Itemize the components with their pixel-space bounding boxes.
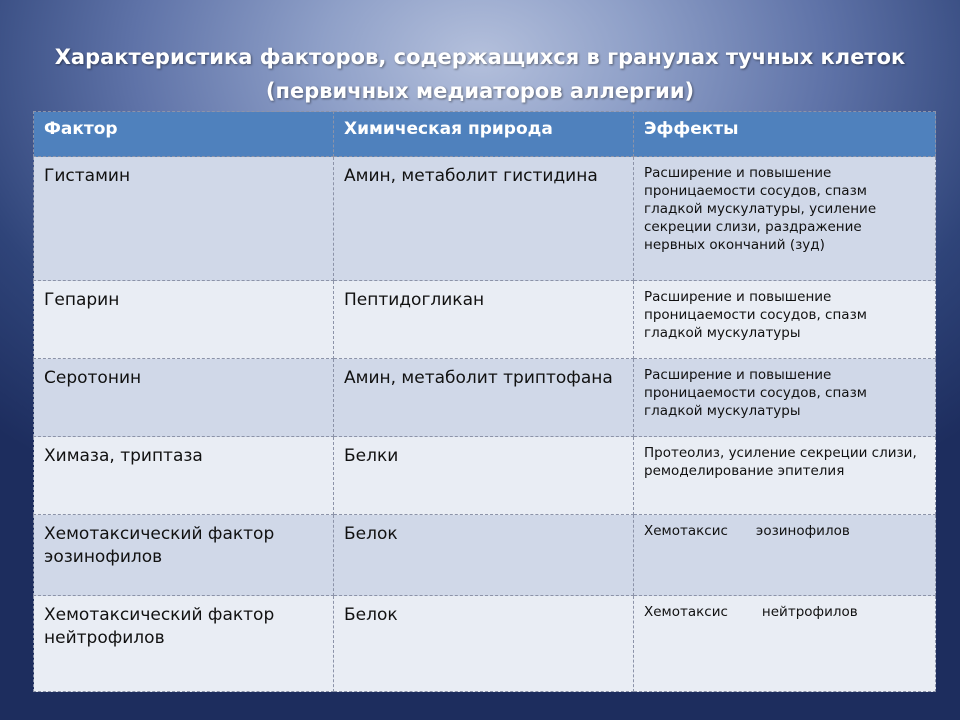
table-row xyxy=(34,359,936,437)
factor-cell: Серотонин xyxy=(34,359,334,437)
mediators-table xyxy=(33,111,936,692)
header-effects: Эффекты xyxy=(634,112,936,157)
table-row xyxy=(34,515,936,596)
effects-target: эозинофилов xyxy=(755,523,850,539)
effects-term: Хемотаксис xyxy=(644,604,728,620)
effects-cell: Расширение и повышение проницаемости сосудов, спазм гладкой мускулатуры xyxy=(634,359,936,437)
chemical-nature-cell: Пептидогликан xyxy=(334,281,634,359)
chemical-nature-cell: Белок xyxy=(334,596,634,692)
effects-cell xyxy=(634,515,936,596)
slide-title-line-1: Характеристика факторов, содержащихся в гранулах тучных клеток xyxy=(54,45,906,69)
table-header-row xyxy=(34,112,936,157)
effects-term: Хемотаксис xyxy=(644,523,728,539)
table-row xyxy=(34,281,936,359)
table-row xyxy=(34,157,936,281)
chemical-nature-cell: Белки xyxy=(334,437,634,515)
effects-cell: Протеолиз, усиление секреции слизи, ремоделирование эпителия xyxy=(634,437,936,515)
factor-cell: Хемотаксический фактор эозинофилов xyxy=(34,515,334,596)
slide-title xyxy=(40,40,920,108)
factor-cell: Химаза, триптаза xyxy=(34,437,334,515)
effects-cell: Расширение и повышение проницаемости сосудов, спазм гладкой мускулатуры xyxy=(634,281,936,359)
header-chemical-nature: Химическая природа xyxy=(334,112,634,157)
effects-cell xyxy=(634,596,936,692)
factor-cell: Гепарин xyxy=(34,281,334,359)
header-factor: Фактор xyxy=(34,112,334,157)
chemical-nature-cell: Амин, метаболит гистидина xyxy=(334,157,634,281)
table-row xyxy=(34,437,936,515)
effects-cell: Расширение и повышение проницаемости сосудов, спазм гладкой мускулатуры, усиление секреции слизи, раздражение нервных окончаний (зуд) xyxy=(634,157,936,281)
slide-title-line-2: (первичных медиаторов аллергии) xyxy=(265,79,695,103)
effects-target: нейтрофилов xyxy=(761,604,858,620)
chemical-nature-cell: Белок xyxy=(334,515,634,596)
table-row xyxy=(34,596,936,692)
factor-cell: Хемотаксический фактор нейтрофилов xyxy=(34,596,334,692)
factor-cell: Гистамин xyxy=(34,157,334,281)
chemical-nature-cell: Амин, метаболит триптофана xyxy=(334,359,634,437)
